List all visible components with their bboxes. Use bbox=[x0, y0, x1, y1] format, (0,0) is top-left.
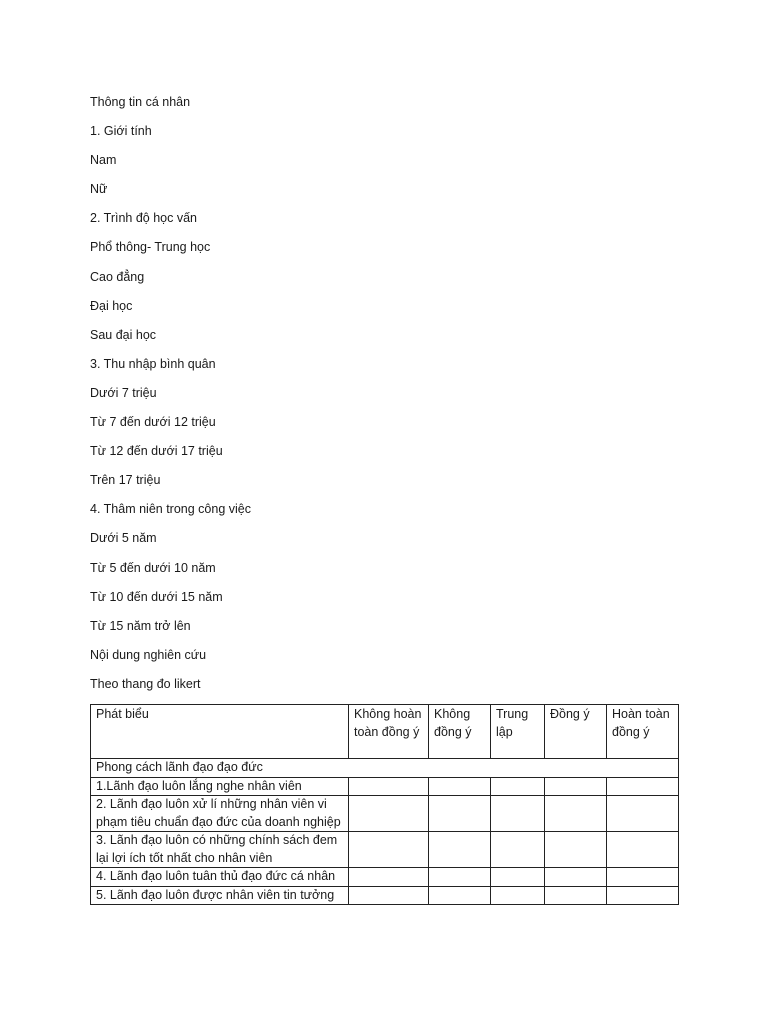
table-row bbox=[91, 796, 679, 832]
option-male: Nam bbox=[90, 153, 117, 168]
answer-cell[interactable] bbox=[545, 796, 607, 832]
answer-cell[interactable] bbox=[429, 777, 491, 796]
option-university: Đại học bbox=[90, 298, 133, 313]
answer-cell[interactable] bbox=[491, 832, 545, 868]
answer-cell[interactable] bbox=[349, 868, 429, 887]
header-strongly-agree: Hoàn toàn đồng ý bbox=[607, 705, 679, 759]
table-row bbox=[91, 868, 679, 887]
header-disagree: Không đồng ý bbox=[429, 705, 491, 759]
question-seniority: 4. Thâm niên trong công việc bbox=[90, 502, 251, 517]
table-row bbox=[91, 832, 679, 868]
question-gender: 1. Giới tính bbox=[90, 124, 152, 139]
answer-cell[interactable] bbox=[349, 777, 429, 796]
answer-cell[interactable] bbox=[429, 832, 491, 868]
heading-research-content: Nội dung nghiên cứu bbox=[90, 647, 207, 662]
statement-cell: 3. Lãnh đạo luôn có những chính sách đem lại lợi ích tốt nhất cho nhân viên bbox=[91, 832, 349, 868]
answer-cell[interactable] bbox=[429, 868, 491, 887]
answer-cell[interactable] bbox=[545, 886, 607, 905]
heading-personal-info: Thông tin cá nhân bbox=[90, 95, 191, 109]
table-row bbox=[91, 886, 679, 905]
personal-info-section bbox=[90, 93, 251, 704]
question-education: 2. Trình độ học vấn bbox=[90, 211, 198, 226]
question-income: 3. Thu nhập bình quân bbox=[90, 356, 216, 371]
answer-cell[interactable] bbox=[491, 777, 545, 796]
header-strongly-disagree: Không hoàn toàn đồng ý bbox=[349, 705, 429, 759]
answer-cell[interactable] bbox=[349, 796, 429, 832]
answer-cell[interactable] bbox=[349, 886, 429, 905]
answer-cell[interactable] bbox=[607, 777, 679, 796]
answer-cell[interactable] bbox=[607, 832, 679, 868]
option-high-school: Phổ thông- Trung học bbox=[90, 240, 211, 255]
option-postgraduate: Sau đại học bbox=[90, 327, 157, 342]
header-statement: Phát biểu bbox=[91, 705, 349, 759]
likert-table bbox=[90, 704, 679, 905]
answer-cell[interactable] bbox=[545, 832, 607, 868]
answer-cell[interactable] bbox=[491, 868, 545, 887]
option-seniority-1: Dưới 5 năm bbox=[90, 531, 157, 546]
statement-cell: 1.Lãnh đạo luôn lắng nghe nhân viên bbox=[91, 777, 349, 796]
option-seniority-2: Từ 5 đến dưới 10 năm bbox=[90, 560, 216, 575]
option-seniority-4: Từ 15 năm trở lên bbox=[90, 618, 191, 633]
statement-cell: 4. Lãnh đạo luôn tuân thủ đạo đức cá nhân bbox=[91, 868, 349, 887]
option-income-2: Từ 7 đến dưới 12 triệu bbox=[90, 415, 216, 430]
answer-cell[interactable] bbox=[349, 832, 429, 868]
table-section-row bbox=[91, 759, 679, 778]
option-income-3: Từ 12 đến dưới 17 triệu bbox=[90, 444, 223, 459]
statement-cell: 2. Lãnh đạo luôn xử lí những nhân viên vi phạm tiêu chuẩn đạo đức của doanh nghiệp bbox=[91, 796, 349, 832]
answer-cell[interactable] bbox=[545, 777, 607, 796]
option-female: Nữ bbox=[90, 182, 108, 197]
answer-cell[interactable] bbox=[607, 796, 679, 832]
answer-cell[interactable] bbox=[545, 868, 607, 887]
table-header-row bbox=[91, 705, 679, 759]
answer-cell[interactable] bbox=[429, 886, 491, 905]
header-agree: Đồng ý bbox=[545, 705, 607, 759]
answer-cell[interactable] bbox=[491, 886, 545, 905]
option-seniority-3: Từ 10 đến dưới 15 năm bbox=[90, 589, 223, 604]
answer-cell[interactable] bbox=[607, 868, 679, 887]
option-college: Cao đẳng bbox=[90, 269, 145, 284]
section-ethical-leadership: Phong cách lãnh đạo đạo đức bbox=[91, 759, 679, 778]
header-neutral: Trung lập bbox=[491, 705, 545, 759]
answer-cell[interactable] bbox=[429, 796, 491, 832]
answer-cell[interactable] bbox=[607, 886, 679, 905]
option-income-1: Dưới 7 triệu bbox=[90, 385, 157, 400]
answer-cell[interactable] bbox=[491, 796, 545, 832]
likert-scale-note: Theo thang đo likert bbox=[90, 676, 201, 691]
option-income-4: Trên 17 triệu bbox=[90, 473, 161, 488]
table-row bbox=[91, 777, 679, 796]
statement-cell: 5. Lãnh đạo luôn được nhân viên tin tưởng bbox=[91, 886, 349, 905]
